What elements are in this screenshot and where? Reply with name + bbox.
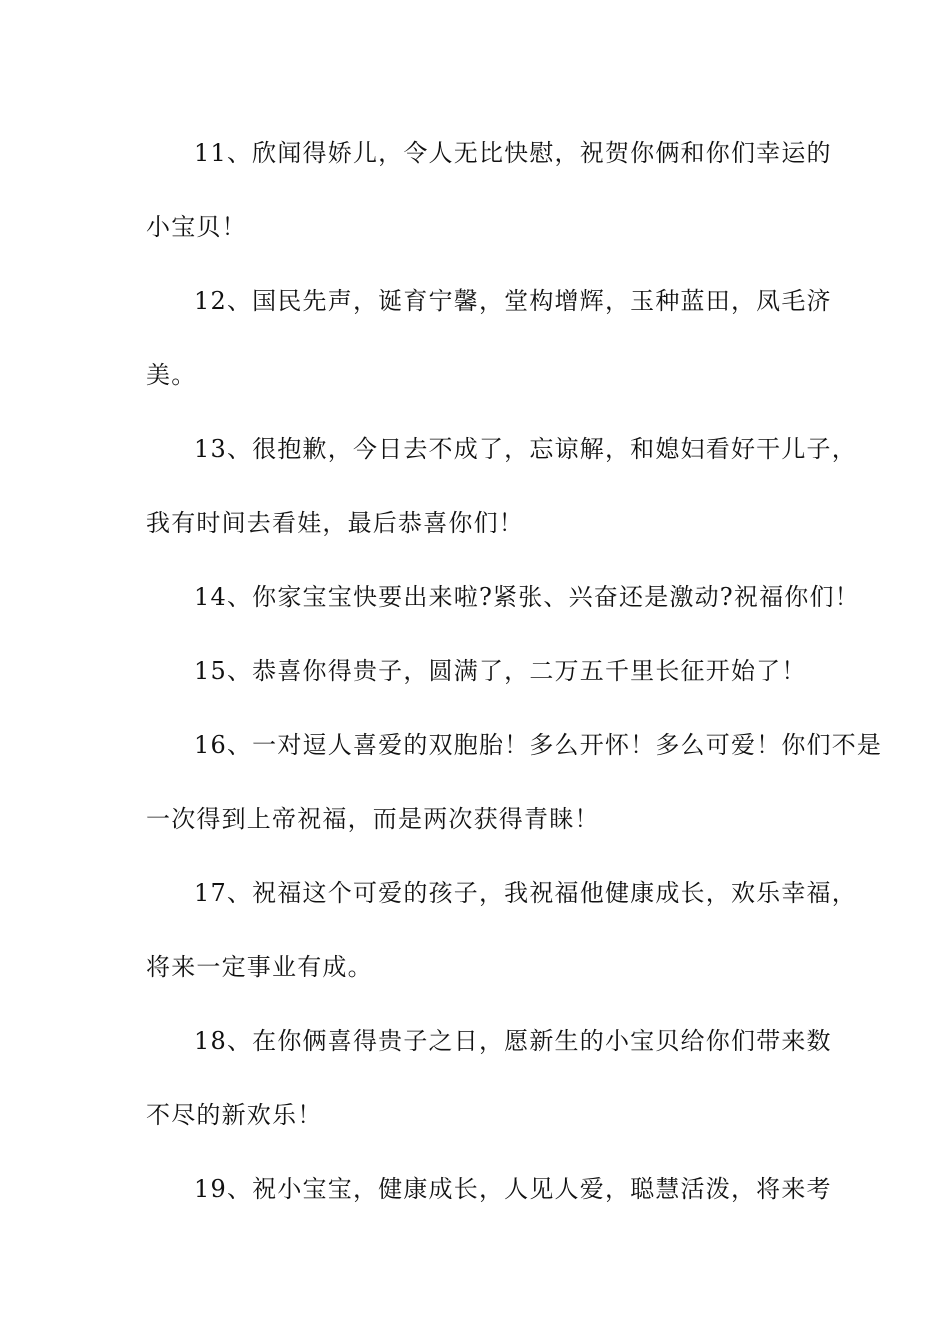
paragraph-16-line-2: 一次得到上帝祝福，而是两次获得青睐！	[146, 805, 600, 833]
paragraph-18-line-1: 18、在你俩喜得贵子之日，愿新生的小宝贝给你们带来数	[194, 1027, 832, 1055]
paragraph-18-line-2: 不尽的新欢乐！	[146, 1101, 323, 1129]
paragraph-12-line-1: 12、国民先声，诞育宁馨，堂构增辉，玉种蓝田，凤毛济	[194, 287, 832, 315]
paragraph-15-line-1: 15、恭喜你得贵子，圆满了，二万五千里长征开始了！	[194, 657, 807, 685]
paragraph-17-line-2: 将来一定事业有成。	[146, 953, 373, 981]
paragraph-12-line-2: 美。	[146, 361, 197, 389]
paragraph-17-line-1: 17、祝福这个可爱的孩子，我祝福他健康成长，欢乐幸福，	[194, 879, 857, 907]
paragraph-13-line-1: 13、很抱歉，今日去不成了，忘谅解，和媳妇看好干儿子，	[194, 435, 857, 463]
paragraph-11-line-2: 小宝贝！	[146, 213, 247, 241]
paragraph-19-line-1: 19、祝小宝宝，健康成长，人见人爱，聪慧活泼，将来考	[194, 1175, 832, 1203]
paragraph-14-line-1: 14、你家宝宝快要出来啦?紧张、兴奋还是激动?祝福你们！	[194, 583, 860, 611]
paragraph-13-line-2: 我有时间去看娃，最后恭喜你们！	[146, 509, 524, 537]
paragraph-16-line-1: 16、一对逗人喜爱的双胞胎！多么开怀！多么可爱！你们不是	[194, 731, 883, 759]
paragraph-11-line-1: 11、欣闻得娇儿，令人无比快慰，祝贺你俩和你们幸运的	[194, 139, 832, 167]
